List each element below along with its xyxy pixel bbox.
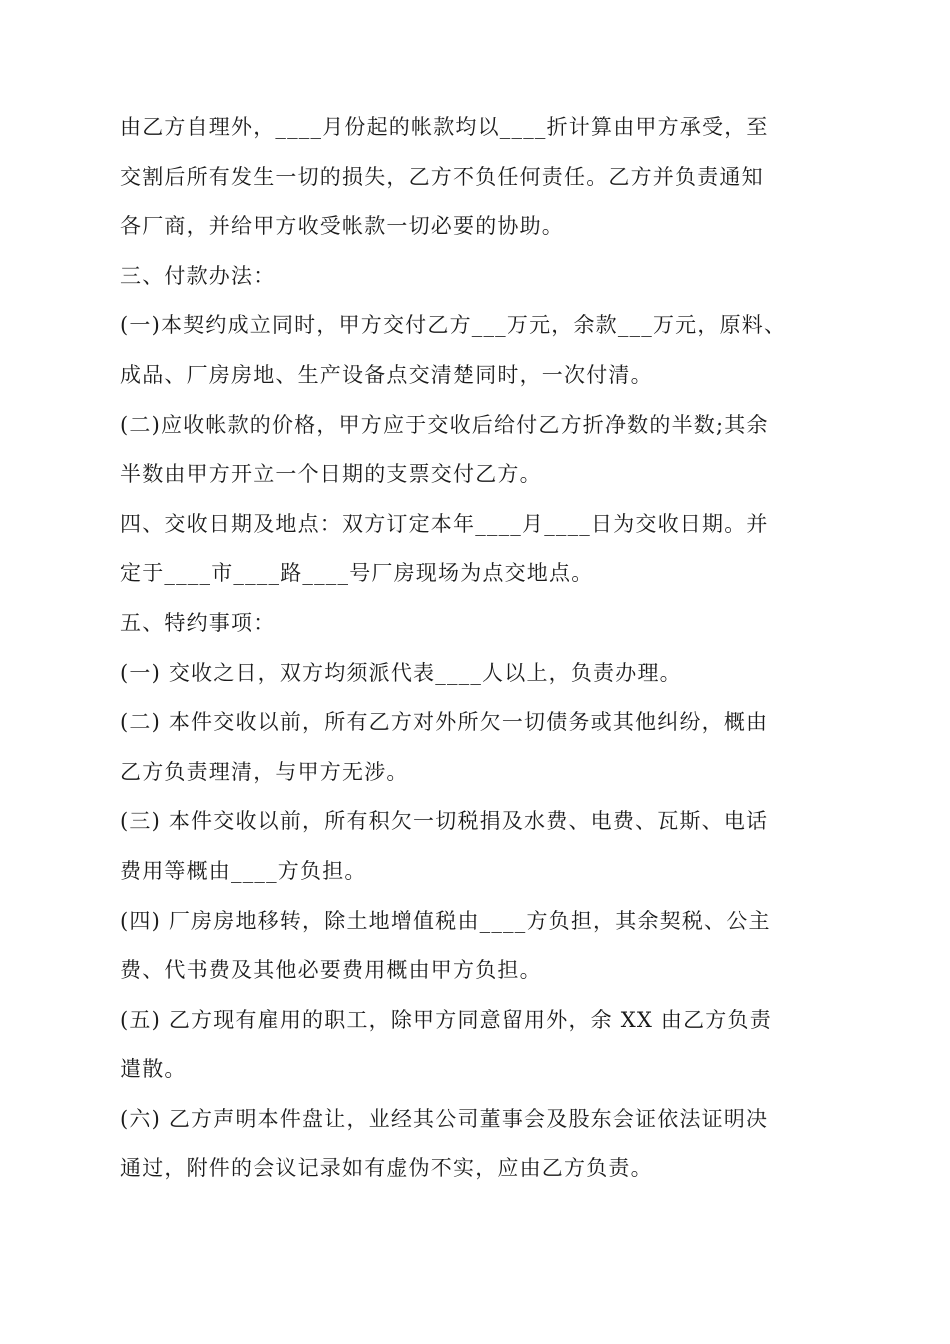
section-heading-payment: 三、付款办法： xyxy=(120,263,276,288)
text-line: 费、代书费及其他必要费用概由甲方负担。 xyxy=(120,958,542,983)
section-heading-special-terms: 五、特约事项： xyxy=(120,610,276,635)
text-line: 定于____市____路____号厂房现场为点交地点。 xyxy=(120,561,594,586)
text-line: (四) 厂房房地移转，除土地增值税由____方负担，其余契税、公主 xyxy=(120,908,771,933)
text-line: 通过，附件的会议记录如有虚伪不实，应由乙方负责。 xyxy=(120,1156,653,1181)
text-line: 半数由甲方开立一个日期的支票交付乙方。 xyxy=(120,462,542,487)
text-line: 由乙方自理外，____月份起的帐款均以____折计算由甲方承受，至 xyxy=(120,115,769,139)
text-line: 成品、厂房房地、生产设备点交清楚同时，一次付清。 xyxy=(120,362,653,387)
text-line: (五) 乙方现有雇用的职工，除甲方同意留用外，余 XX 由乙方负责 xyxy=(120,1007,772,1032)
text-line: (二)应收帐款的价格，甲方应于交收后给付乙方折净数的半数;其余 xyxy=(120,412,769,437)
text-line: 费用等概由____方负担。 xyxy=(120,858,367,883)
document-body xyxy=(120,103,840,1194)
section-heading-delivery: 四、交收日期及地点：双方订定本年____月____日为交收日期。并 xyxy=(120,511,769,536)
text-line: (三) 本件交收以前，所有积欠一切税捐及水费、电费、瓦斯、电话 xyxy=(120,809,769,834)
text-line: 乙方负责理清，与甲方无涉。 xyxy=(120,759,409,784)
text-line: (一)本契约成立同时，甲方交付乙方___万元，余款___万元，原料、 xyxy=(120,313,787,338)
text-line: 交割后所有发生一切的损失，乙方不负任何责任。乙方并负责通知 xyxy=(120,164,764,189)
text-line: 各厂商，并给甲方收受帐款一切必要的协助。 xyxy=(120,214,564,239)
text-line: (一) 交收之日，双方均须派代表____人以上，负责办理。 xyxy=(120,660,682,685)
text-line: (六) 乙方声明本件盘让，业经其公司董事会及股东会证依法证明决 xyxy=(120,1106,769,1131)
text-line: (二) 本件交收以前，所有乙方对外所欠一切债务或其他纠纷，概由 xyxy=(120,710,769,735)
text-line: 遣散。 xyxy=(120,1057,187,1082)
